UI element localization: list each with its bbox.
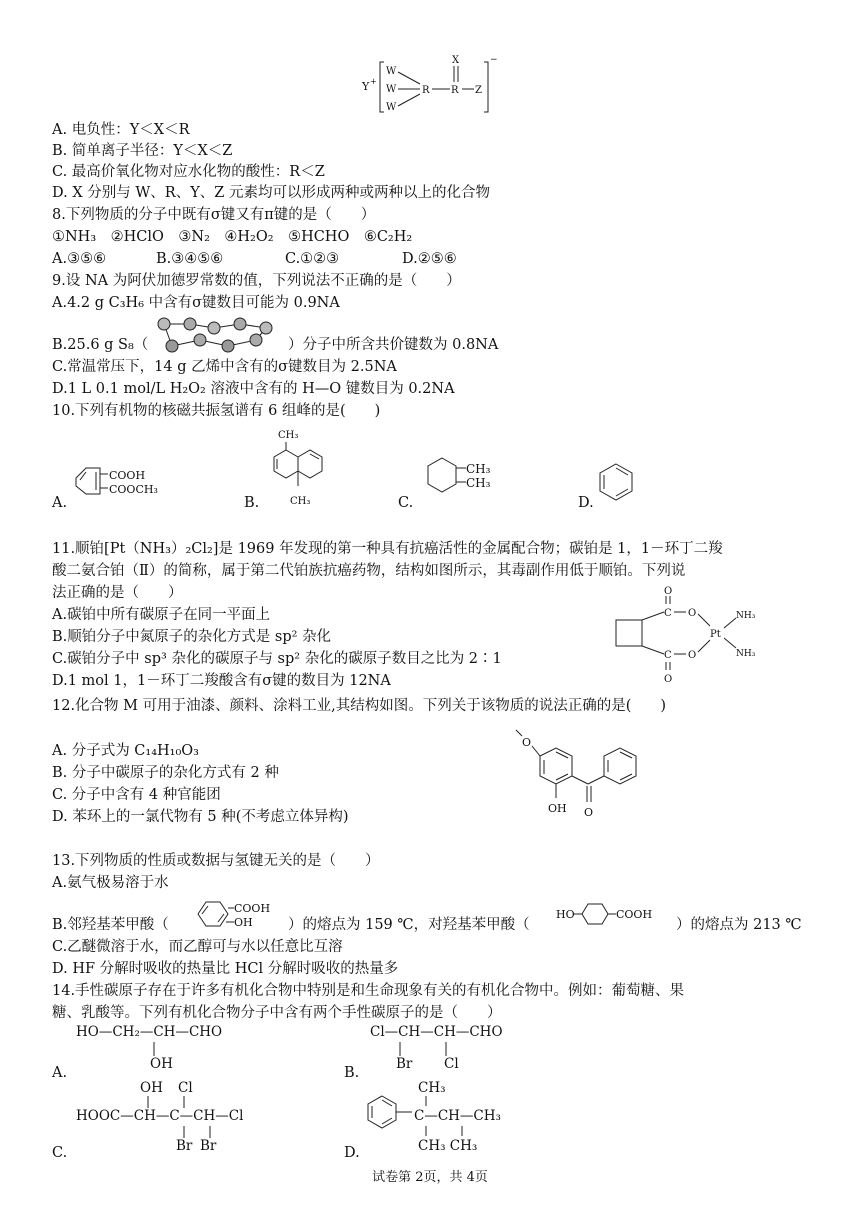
q12-option-b: B. 分子中碳原子的杂化方式有 2 种 bbox=[52, 765, 279, 781]
q12-option-c: C. 分子中含有 4 种官能团 bbox=[52, 787, 221, 803]
y-ion: Y bbox=[362, 80, 370, 93]
svg-text:O: O bbox=[664, 674, 673, 685]
q14-a-sub: OH bbox=[150, 1056, 173, 1072]
q9-option-d: D.1 L 0.1 mol/L H₂O₂ 溶液中含有的 H—O 键数目为 0.2NA bbox=[52, 381, 455, 397]
top-structure-figure bbox=[360, 52, 510, 118]
svg-text:NH₃: NH₃ bbox=[736, 649, 756, 659]
q7-option-c: C. 最高价氧化物对应水化物的酸性：R＜Z bbox=[52, 164, 325, 180]
q11-option-c: C.碳铂分子中 sp³ 杂化的碳原子与 sp² 杂化的碳原子数目之比为 2∶1 bbox=[52, 651, 502, 667]
q14-c-bot1: Br bbox=[176, 1138, 193, 1154]
q14-c-bot2: Br bbox=[200, 1138, 217, 1154]
svg-text:C: C bbox=[664, 650, 672, 661]
svg-text:+: + bbox=[370, 77, 377, 86]
q10-structure-a bbox=[70, 460, 190, 510]
q14-b-sub2: Cl bbox=[444, 1056, 459, 1072]
svg-text:R: R bbox=[451, 85, 459, 96]
svg-text:CH₃: CH₃ bbox=[290, 496, 311, 507]
q14-b-sub1: Br bbox=[396, 1056, 413, 1072]
svg-text:COOH: COOH bbox=[234, 902, 271, 915]
q11-stem-1: 11.顺铂[Pt（NH₃）₂Cl₂]是 1969 年发现的第一种具有抗癌活性的金属配合物；碳铂是 1，1－环丁二羧 bbox=[52, 541, 723, 557]
q8-items: ①NH₃ ②HClO ③N₂ ④H₂O₂ ⑤HCHO ⑥C₂H₂ bbox=[52, 229, 413, 245]
svg-text:W: W bbox=[386, 102, 397, 113]
q9-stem: 9.设 NA 为阿伏加德罗常数的值，下列说法不正确的是（ ） bbox=[52, 273, 461, 289]
q10-label-c: C. bbox=[398, 495, 414, 511]
q10-stem: 10.下列有机物的核磁共振氢谱有 6 组峰的是( ) bbox=[52, 403, 381, 419]
svg-text:R: R bbox=[422, 85, 430, 96]
q14-d-main: C—CH—CH₃ bbox=[414, 1108, 501, 1124]
q12-stem: 12.化合物 M 可用于油漆、颜料、涂料工业,其结构如图。下列关于该物质的说法正确的是( ) bbox=[52, 698, 667, 714]
q8-option-c: C.①②③ bbox=[285, 251, 340, 267]
q14-b-main: Cl—CH—CH—CHO bbox=[370, 1024, 503, 1040]
svg-text:HO: HO bbox=[556, 908, 575, 921]
q9-option-b-post: ）分子中所含共价键数为 0.8NA bbox=[288, 337, 499, 353]
svg-text:COOCH₃: COOCH₃ bbox=[109, 483, 158, 496]
q8-option-d: D.②⑤⑥ bbox=[402, 251, 457, 267]
q9-option-c: C.常温常压下，14 g 乙烯中含有的σ键数目为 2.5NA bbox=[52, 359, 397, 375]
q14-c-top1: OH bbox=[140, 1080, 163, 1096]
svg-text:O: O bbox=[584, 806, 594, 819]
svg-text:CH₃: CH₃ bbox=[278, 430, 299, 441]
page-footer: 试卷第 2页，共 4页 bbox=[372, 1170, 488, 1185]
q14-stem-2: 糖、乳酸等。下列有机化合物分子中含有两个手性碳原子的是（ ） bbox=[52, 1005, 502, 1021]
svg-text:Z: Z bbox=[475, 85, 482, 96]
q14-stem-1: 14.手性碳原子存在于许多有机化合物中特别是和生命现象有关的有机化合物中。例如：葡萄糖、果 bbox=[52, 983, 685, 999]
q13-option-b-pre: B.邻羟基苯甲酸（ bbox=[52, 917, 169, 933]
carboplatin-figure bbox=[608, 586, 788, 685]
q13-option-a: A.氨气极易溶于水 bbox=[52, 875, 169, 891]
p-hydroxybenzoic-acid-figure bbox=[556, 900, 686, 934]
q14-label-d: D. bbox=[344, 1145, 360, 1161]
q11-option-b: B.顺铂分子中氮原子的杂化方式是 sp² 杂化 bbox=[52, 629, 332, 645]
q10-label-d: D. bbox=[578, 495, 594, 511]
q13-option-c: C.乙醚微溶于水，而乙醇可与水以任意比互溶 bbox=[52, 939, 343, 955]
q11-stem-2: 酸二氨合铂（Ⅱ）的简称，属于第二代铂族抗癌药物，结构如图所示，其毒副作用低于顺铂。下列说 bbox=[52, 563, 686, 579]
q10-label-a: A. bbox=[52, 495, 68, 511]
q12-option-a: A. 分子式为 C₁₄H₁₀O₃ bbox=[52, 743, 199, 759]
q14-a-main: HO—CH₂—CH—CHO bbox=[76, 1024, 223, 1040]
o-hydroxybenzoic-acid-figure bbox=[192, 894, 282, 934]
q7-option-d: D. X 分别与 W、R、Y、Z 元素均可以形成两种或两种以上的化合物 bbox=[52, 185, 490, 201]
q13-stem: 13.下列物质的性质或数据与氢键无关的是（ ） bbox=[52, 853, 380, 869]
svg-text:CH₃: CH₃ bbox=[466, 476, 491, 490]
q7-option-a: A. 电负性：Y＜X＜R bbox=[52, 122, 190, 138]
q9-option-b-pre: B.25.6 g S₈（ bbox=[52, 337, 149, 353]
svg-text:W: W bbox=[386, 84, 397, 95]
q11-stem-3: 法正确的是（ ） bbox=[52, 585, 183, 601]
svg-text:W: W bbox=[386, 66, 397, 77]
q10-structure-c bbox=[418, 454, 508, 510]
q10-structure-d bbox=[598, 462, 638, 506]
svg-text:X: X bbox=[452, 55, 460, 66]
q14-label-a: A. bbox=[52, 1065, 68, 1081]
svg-text:Pt: Pt bbox=[710, 629, 721, 640]
svg-text:O: O bbox=[522, 736, 532, 749]
q11-option-d: D.1 mol 1，1－环丁二羧酸含有σ键的数目为 12NA bbox=[52, 673, 391, 689]
q14-label-b: B. bbox=[344, 1065, 360, 1081]
svg-text:OH: OH bbox=[234, 916, 253, 929]
q10-structure-b bbox=[258, 426, 338, 516]
svg-text:O: O bbox=[664, 586, 673, 597]
svg-text:COOH: COOH bbox=[109, 469, 146, 482]
q13-option-b-mid: ）的熔点为 159 ℃，对羟基苯甲酸（ bbox=[288, 917, 530, 933]
q13-option-b-post: ）的熔点为 213 ℃ bbox=[676, 917, 802, 933]
q14-label-c: C. bbox=[52, 1145, 68, 1161]
s8-molecule-figure bbox=[150, 316, 290, 356]
q8-option-b: B.③④⑤⑥ bbox=[156, 251, 224, 267]
q12-option-d: D. 苯环上的一氯代物有 5 种(不考虑立体异构) bbox=[52, 809, 349, 825]
svg-text:CH₃: CH₃ bbox=[466, 462, 491, 476]
q14-c-top2: Cl bbox=[178, 1080, 193, 1096]
q14-d-bot: CH₃ CH₃ bbox=[418, 1138, 478, 1154]
svg-text:NH₃: NH₃ bbox=[736, 611, 756, 621]
q9-option-a: A.4.2 g C₃H₆ 中含有σ键数目可能为 0.9NA bbox=[52, 295, 340, 311]
svg-text:C: C bbox=[664, 608, 672, 619]
q8-option-a: A.③⑤⑥ bbox=[52, 251, 107, 267]
q14-c-main: HOOC—CH—C—CH—Cl bbox=[76, 1108, 244, 1124]
q14-d-phenyl bbox=[366, 1094, 416, 1130]
svg-text:OH: OH bbox=[548, 802, 567, 815]
q7-option-b: B. 简单离子半径：Y＜X＜Z bbox=[52, 143, 233, 159]
q11-option-a: A.碳铂中所有碳原子在同一平面上 bbox=[52, 607, 271, 623]
q10-label-b: B. bbox=[244, 495, 260, 511]
svg-text:O: O bbox=[688, 608, 697, 619]
q13-option-d: D. HF 分解时吸收的热量比 HCl 分解时吸收的热量多 bbox=[52, 961, 399, 977]
q8-stem: 8.下列物质的分子中既有σ键又有π键的是（ ） bbox=[52, 207, 376, 223]
svg-text:COOH: COOH bbox=[616, 908, 653, 921]
compound-m-figure bbox=[508, 716, 668, 828]
svg-text:−: − bbox=[490, 55, 498, 65]
q14-d-top: CH₃ bbox=[418, 1080, 446, 1096]
svg-text:O: O bbox=[688, 650, 697, 661]
